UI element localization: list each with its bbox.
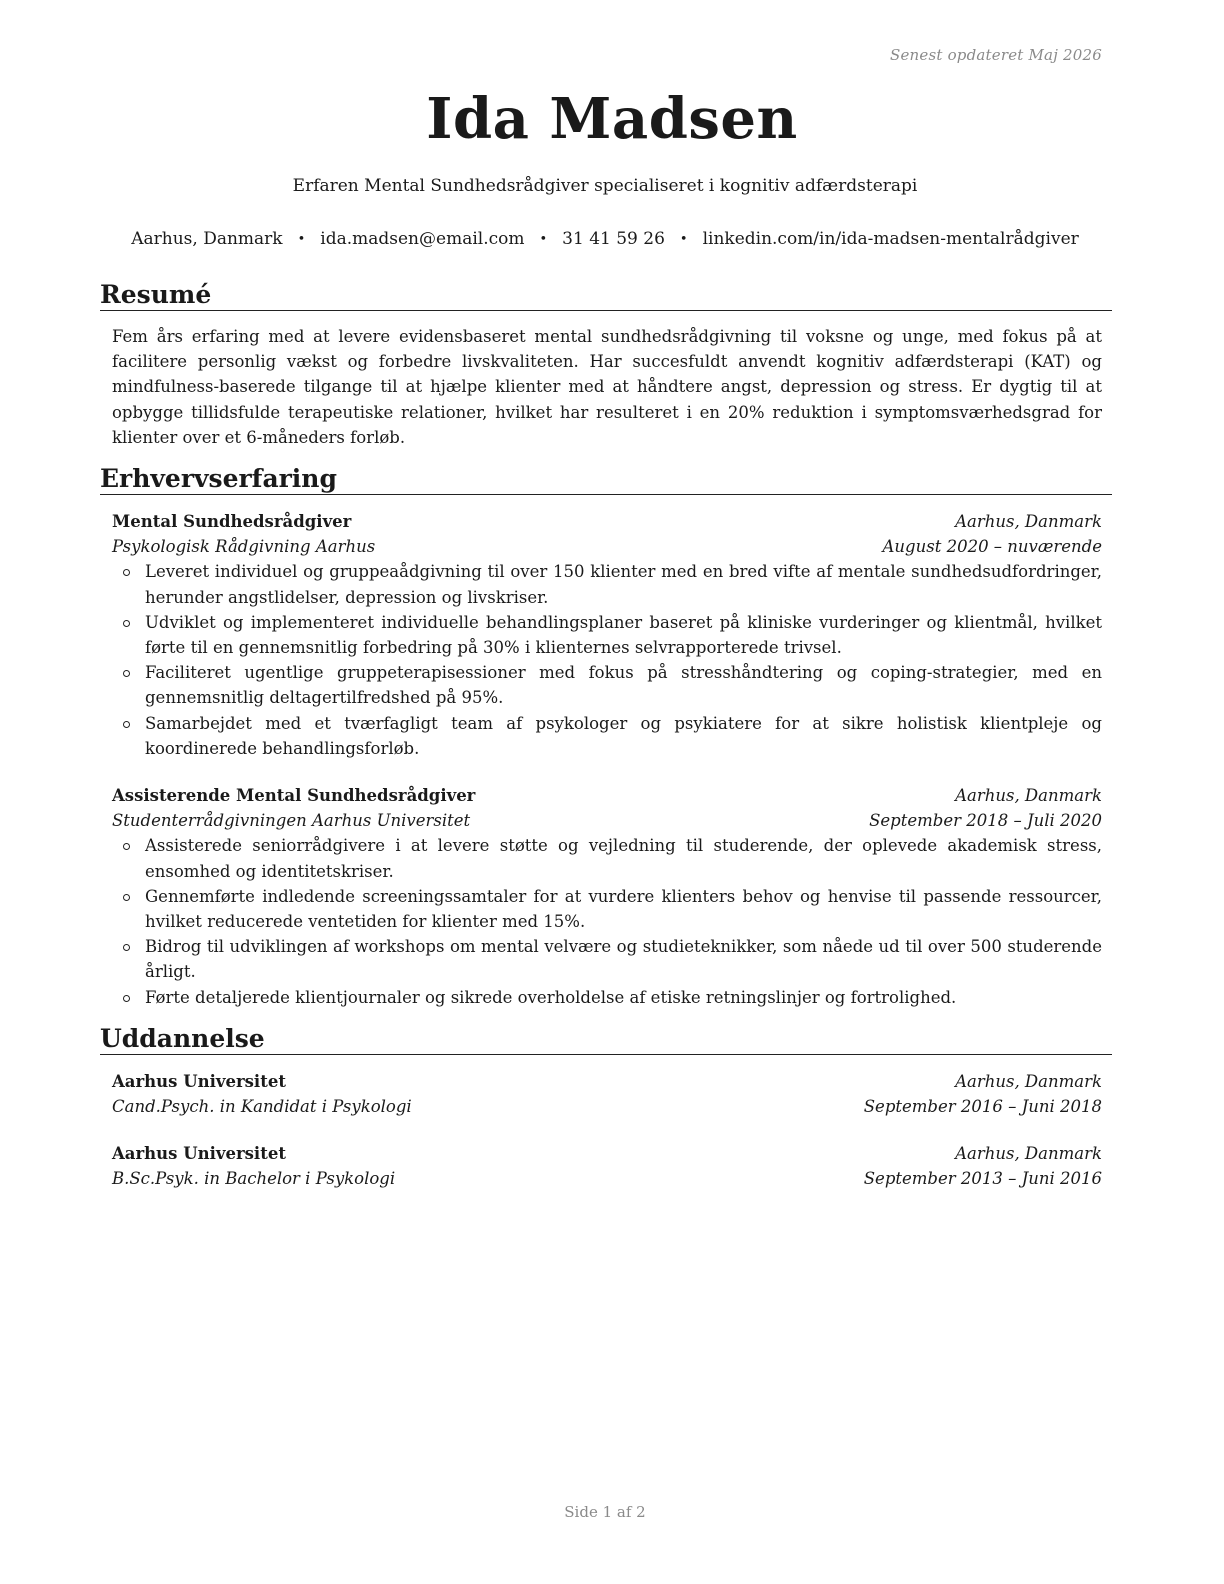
education-location: Aarhus, Danmark xyxy=(955,1144,1102,1164)
section-title-summary: Resumé xyxy=(100,280,1112,311)
job-location: Aarhus, Danmark xyxy=(955,512,1102,532)
job-organization: Psykologisk Rådgivning Aarhus xyxy=(112,537,376,557)
circle-bullet-icon xyxy=(123,620,130,627)
contact-line xyxy=(0,229,1210,249)
circle-bullet-icon xyxy=(123,569,130,576)
summary-section xyxy=(100,280,1112,450)
separator-bullet: • xyxy=(539,232,548,247)
job-entry xyxy=(112,783,1102,1010)
bullet-item: Bidrog til udviklingen af workshops om mental velvære og studieteknikker, som nåede ud til over 500 studerende årligt. xyxy=(112,934,1102,984)
experience-section xyxy=(100,464,1112,1010)
circle-bullet-icon xyxy=(123,843,130,850)
bullet-item: Faciliteret ugentlige gruppeterapisessioner med fokus på stresshåndtering og coping-strategier, med en gennemsnitlig deltagertilfredshed på 95%. xyxy=(112,660,1102,710)
bullet-item: Leveret individuel og gruppeaådgivning til over 150 klienter med en bred vifte af mentale sundhedsudfordringer, herunder angstlidelser, depression og livskriser. xyxy=(112,559,1102,609)
education-school: Aarhus Universitet xyxy=(112,1144,286,1164)
candidate-name: Ida Madsen xyxy=(426,86,798,152)
circle-bullet-icon xyxy=(123,995,130,1002)
job-organization: Studenterrådgivningen Aarhus Universitet xyxy=(112,811,471,831)
job-location: Aarhus, Danmark xyxy=(955,786,1102,806)
resume-body xyxy=(100,280,1112,1192)
bullet-item: Assisterede seniorrådgivere i at levere støtte og vejledning til studerende, der oplevede akademisk stress, ensomhed og identitetskriser. xyxy=(112,833,1102,883)
circle-bullet-icon xyxy=(123,670,130,677)
education-school: Aarhus Universitet xyxy=(112,1071,286,1091)
job-entry xyxy=(112,509,1102,761)
education-entry xyxy=(112,1141,1102,1191)
bullet-item: Gennemførte indledende screeningssamtaler for at vurdere klienters behov og henvise til passende ressourcer, hvilket reducerede ventetiden for klienter med 15%. xyxy=(112,884,1102,934)
separator-bullet: • xyxy=(679,232,688,247)
circle-bullet-icon xyxy=(123,944,130,951)
job-dates: August 2020 – nuværende xyxy=(882,537,1102,557)
bullet-item: Førte detaljerede klientjournaler og sikrede overholdelse af etiske retningslinjer og fortrolighed. xyxy=(112,985,1102,1010)
contact-linkedin[interactable]: linkedin.com/in/ida-madsen-mentalrådgiver xyxy=(702,229,1079,249)
circle-bullet-icon xyxy=(123,721,130,728)
last-updated-note: Senest opdateret Maj 2026 xyxy=(889,46,1102,64)
education-degree: Cand.Psych. in Kandidat i Psykologi xyxy=(112,1097,412,1117)
job-bullets xyxy=(112,559,1102,761)
page-number: Side 1 af 2 xyxy=(564,1503,646,1521)
education-dates: September 2013 – Juni 2016 xyxy=(863,1169,1102,1189)
section-title-education: Uddannelse xyxy=(100,1024,1112,1055)
candidate-headline: Erfaren Mental Sundhedsrådgiver specialiseret i kognitiv adfærdsterapi xyxy=(292,176,918,196)
job-role: Mental Sundhedsrådgiver xyxy=(112,512,352,532)
contact-phone[interactable]: 31 41 59 26 xyxy=(562,229,665,249)
contact-location: Aarhus, Danmark xyxy=(131,229,283,249)
job-role: Assisterende Mental Sundhedsrådgiver xyxy=(112,786,476,806)
circle-bullet-icon xyxy=(123,894,130,901)
education-entry xyxy=(112,1069,1102,1119)
education-degree: B.Sc.Psyk. in Bachelor i Psykologi xyxy=(112,1169,396,1189)
bullet-item: Samarbejdet med et tværfagligt team af psykologer og psykiatere for at sikre holistisk klientpleje og koordinerede behandlingsforløb. xyxy=(112,711,1102,761)
education-section xyxy=(100,1024,1112,1192)
section-title-experience: Erhvervserfaring xyxy=(100,464,1112,495)
bullet-item: Udviklet og implementeret individuelle behandlingsplaner baseret på kliniske vurderinger og klientmål, hvilket førte til en gennemsnitlig forbedring på 30% i klienternes selvrapporterede trivsel. xyxy=(112,610,1102,660)
job-dates: September 2018 – Juli 2020 xyxy=(869,811,1102,831)
education-location: Aarhus, Danmark xyxy=(955,1071,1102,1091)
job-bullets xyxy=(112,833,1102,1009)
education-dates: September 2016 – Juni 2018 xyxy=(863,1097,1102,1117)
summary-text: Fem års erfaring med at levere evidensbaseret mental sundhedsrådgivning til voksne og unge, med fokus på at facilitere personlig vækst og forbedre livskvaliteten. Har succesfuldt anvendt kognitiv adfærdsterapi (KAT) og mindfulness-baserede tilgange til at hjælpe klienter med at håndtere angst, depression og stress. Er dygtig til at opbygge tillidsfulde terapeutiske relationer, hvilket har resulteret i en 20% reduktion i symptomsværhedsgrad for klienter over et 6-måneders forløb. xyxy=(112,327,1102,447)
contact-email[interactable]: ida.madsen@email.com xyxy=(320,229,525,249)
separator-bullet: • xyxy=(297,232,306,247)
